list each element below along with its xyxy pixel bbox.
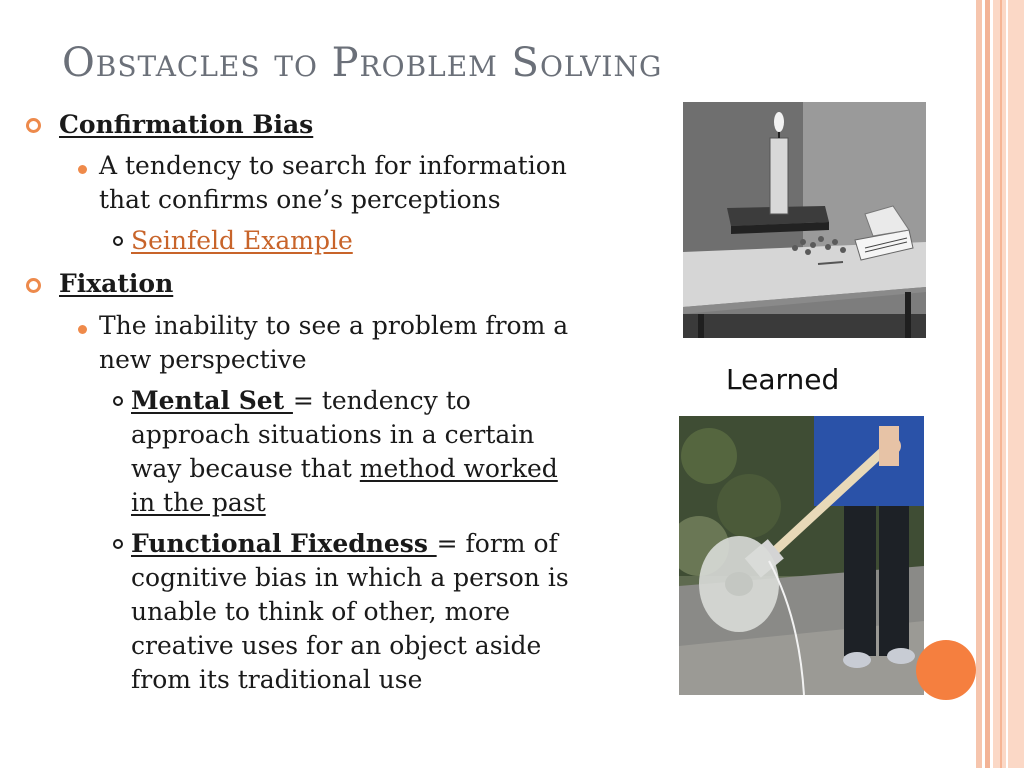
functional-fixedness-line2: cognitive bias in which a person is [131,563,569,592]
fixation-definition-line2: new perspective [99,345,307,374]
bullet-dot-icon [78,165,87,174]
mental-set-line1 [131,384,471,417]
mental-set-term: Mental Set [131,386,293,415]
slide-title: Obstacles to Problem Solving [62,40,663,86]
bullet-small-ring-icon [113,236,123,246]
functional-fixedness-line4: creative uses for an object aside [131,631,542,660]
functional-fixedness-equals: = form of [436,529,558,558]
mental-set-line3 [131,452,558,485]
image-caption: Learned [726,363,840,396]
mental-set-line3-text: way because that [131,454,360,483]
bullet-dot-icon [78,325,87,334]
bullet-small-ring-icon [113,539,123,549]
method-worked-underlined: method worked [359,454,558,483]
border-stripe [993,0,1024,768]
candle-problem-image [683,102,926,338]
mental-set-equals: = tendency to [292,386,471,415]
confirmation-bias-definition-line1: A tendency to search for information [99,151,567,180]
functional-fixedness-line3: unable to think of other, more [131,597,511,626]
functional-fixedness-term: Functional Fixedness [131,529,437,558]
mental-set-line2: approach situations in a certain [131,420,535,449]
bullet-ring-icon [26,278,41,293]
functional-fixedness-line5: from its traditional use [131,665,423,694]
fixation-definition-line1: The inability to see a problem from a [99,311,569,340]
border-stripe [1006,0,1008,768]
decorative-circle [916,640,976,700]
border-stripe [1000,0,1002,768]
bullet-ring-icon [26,118,41,133]
functional-fixedness-line1 [131,527,558,560]
seinfeld-example-link[interactable]: Seinfeld Example [131,226,353,255]
heading-fixation: Fixation [59,269,174,298]
bullet-small-ring-icon [113,396,123,406]
mental-set-line4: in the past [131,488,266,517]
confirmation-bias-definition-line2: that confirms one’s perceptions [99,185,501,214]
heading-confirmation-bias: Confirmation Bias [59,110,314,139]
fan-on-stick-image [679,416,924,695]
